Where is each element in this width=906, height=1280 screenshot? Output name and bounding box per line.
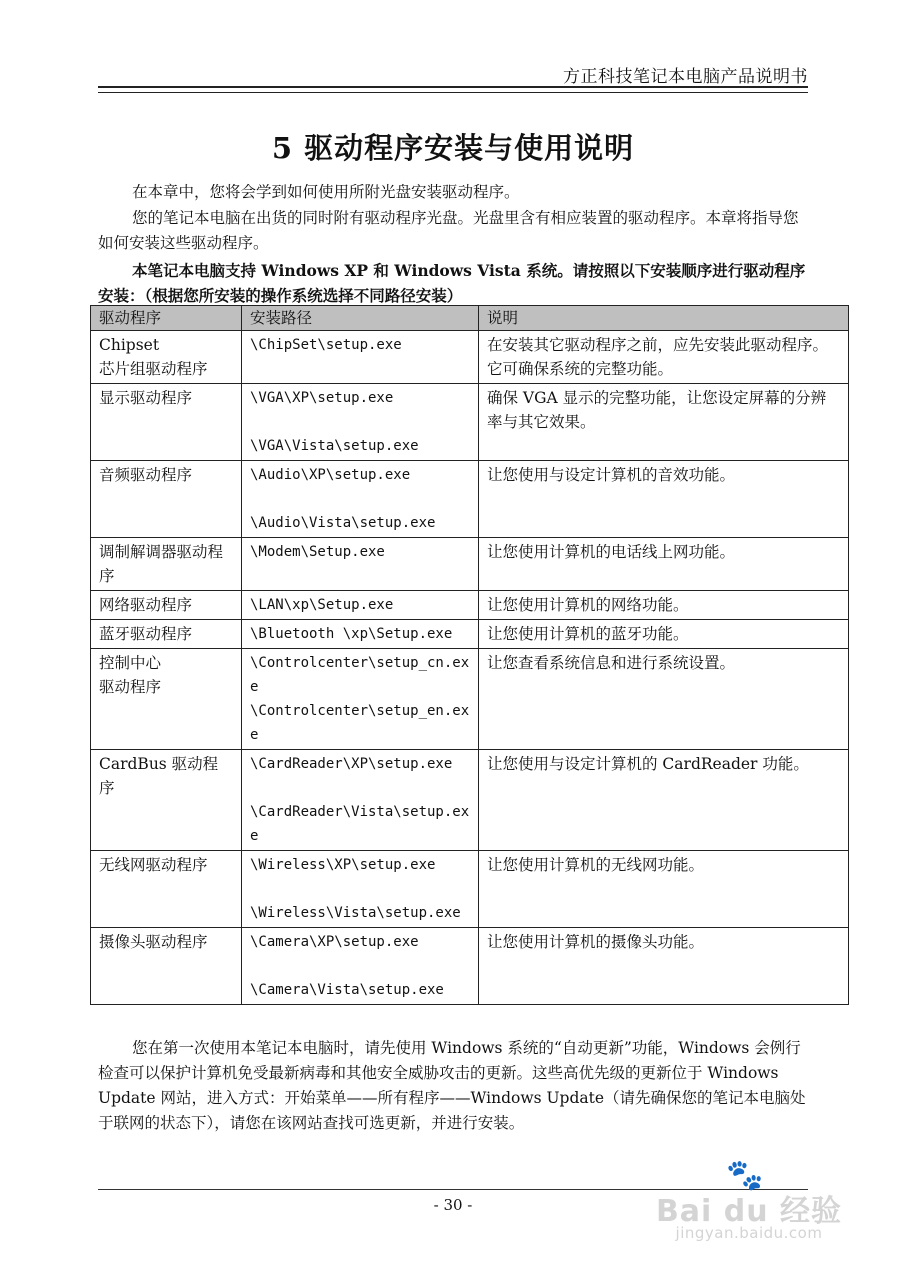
install-path: \Audio\XP\setup.exe <box>250 467 411 483</box>
table-header-row <box>91 306 849 331</box>
install-path-cell <box>242 591 479 620</box>
description-cell: 让您使用计算机的摄像头功能。 <box>479 928 849 1005</box>
driver-name-cell: 控制中心 驱动程序 <box>91 649 242 750</box>
description-cell: 在安装其它驱动程序之前，应先安装此驱动程序。它可确保系统的完整功能。 <box>479 331 849 384</box>
table-row <box>91 591 849 620</box>
table-row <box>91 928 849 1005</box>
table-row <box>91 384 849 461</box>
driver-name-cell: Chipset 芯片组驱动程序 <box>91 331 242 384</box>
driver-name-cell: 网络驱动程序 <box>91 591 242 620</box>
header-title: 方正科技笔记本电脑产品说明书 <box>563 67 808 87</box>
chapter-title: 5 驱动程序安装与使用说明 <box>271 131 635 165</box>
install-path: \Wireless\Vista\setup.exe <box>250 905 461 921</box>
watermark-brand: Bai du 经验 <box>655 1194 843 1229</box>
description-cell: 让您使用计算机的无线网功能。 <box>479 851 849 928</box>
header-rule <box>98 86 808 93</box>
driver-name-cell: 显示驱动程序 <box>91 384 242 461</box>
install-path-cell <box>242 851 479 928</box>
install-path: \LAN\xp\Setup.exe <box>250 597 394 613</box>
driver-name-cell: 蓝牙驱动程序 <box>91 620 242 649</box>
driver-name-cell: 摄像头驱动程序 <box>91 928 242 1005</box>
description-cell: 让您使用计算机的电话线上网功能。 <box>479 538 849 591</box>
column-header-path: 安装路径 <box>242 306 479 331</box>
driver-table <box>90 305 849 1005</box>
table-row <box>91 331 849 384</box>
table-row <box>91 851 849 928</box>
description-cell: 确保 VGA 显示的完整功能，让您设定屏幕的分辨率与其它效果。 <box>479 384 849 461</box>
install-path: \Controlcenter\setup_en.exe <box>250 703 470 743</box>
install-path-cell <box>242 750 479 851</box>
table-row <box>91 461 849 538</box>
intro-paragraph-1: 在本章中，您将会学到如何使用所附光盘安装驱动程序。 <box>132 183 520 201</box>
install-path: \Camera\XP\setup.exe <box>250 934 419 950</box>
install-path: \VGA\XP\setup.exe <box>250 390 394 406</box>
description-cell: 让您使用计算机的网络功能。 <box>479 591 849 620</box>
intro-paragraph-2: 您的笔记本电脑在出货的同时附有驱动程序光盘。光盘里含有相应装置的驱动程序。本章将指导您如何安装这些驱动程序。 <box>98 209 799 252</box>
install-path: \CardReader\XP\setup.exe <box>250 756 453 772</box>
watermark-url: jingyan.baidu.com <box>675 1224 823 1242</box>
install-path: \Audio\Vista\setup.exe <box>250 515 436 531</box>
install-path-cell <box>242 649 479 750</box>
column-header-description: 说明 <box>479 306 849 331</box>
install-path-cell <box>242 461 479 538</box>
install-path-cell <box>242 331 479 384</box>
install-path: \Camera\Vista\setup.exe <box>250 982 444 998</box>
driver-name-cell: CardBus 驱动程序 <box>91 750 242 851</box>
driver-name-cell: 调制解调器驱动程序 <box>91 538 242 591</box>
table-body <box>91 331 849 1005</box>
description-cell: 让您使用与设定计算机的 CardReader 功能。 <box>479 750 849 851</box>
install-path: \Modem\Setup.exe <box>250 544 385 560</box>
watermark <box>644 1158 854 1250</box>
install-path: \ChipSet\setup.exe <box>250 337 402 353</box>
description-cell: 让您查看系统信息和进行系统设置。 <box>479 649 849 750</box>
install-path: \Wireless\XP\setup.exe <box>250 857 436 873</box>
table-row <box>91 620 849 649</box>
closing-paragraph: 您在第一次使用本笔记本电脑时，请先使用 Windows 系统的“自动更新”功能，Windows 会例行检查可以保护计算机免受最新病毒和其他安全威胁攻击的更新。这些高优先级的更新位于 Windows Update 网站，进入方式：开始菜单——所有程序——Windows Update（请先确保您的笔记本电脑处于联网的状态下），请您在该网站查找可选更新，并进行安装。 <box>98 1039 806 1132</box>
install-path: \VGA\Vista\setup.exe <box>250 438 419 454</box>
table-row <box>91 538 849 591</box>
install-path-cell <box>242 538 479 591</box>
column-header-driver: 驱动程序 <box>91 306 242 331</box>
install-path-cell <box>242 620 479 649</box>
install-path: \Controlcenter\setup_cn.exe <box>250 655 470 695</box>
driver-name-cell: 无线网驱动程序 <box>91 851 242 928</box>
table-row <box>91 649 849 750</box>
description-cell: 让您使用与设定计算机的音效功能。 <box>479 461 849 538</box>
page-number: - 30 - <box>433 1196 473 1214</box>
intro-paragraph-3: 本笔记本电脑支持 Windows XP 和 Windows Vista 系统。请按照以下安装顺序进行驱动程序安装：（根据您所安装的操作系统选择不同路径安装） <box>98 261 806 305</box>
driver-name-cell: 音频驱动程序 <box>91 461 242 538</box>
paw-icon: 🐾 <box>726 1158 764 1193</box>
install-path: \Bluetooth \xp\Setup.exe <box>250 626 453 642</box>
install-path-cell <box>242 928 479 1005</box>
install-path: \CardReader\Vista\setup.exe <box>250 804 470 844</box>
description-cell: 让您使用计算机的蓝牙功能。 <box>479 620 849 649</box>
install-path-cell <box>242 384 479 461</box>
table-row <box>91 750 849 851</box>
